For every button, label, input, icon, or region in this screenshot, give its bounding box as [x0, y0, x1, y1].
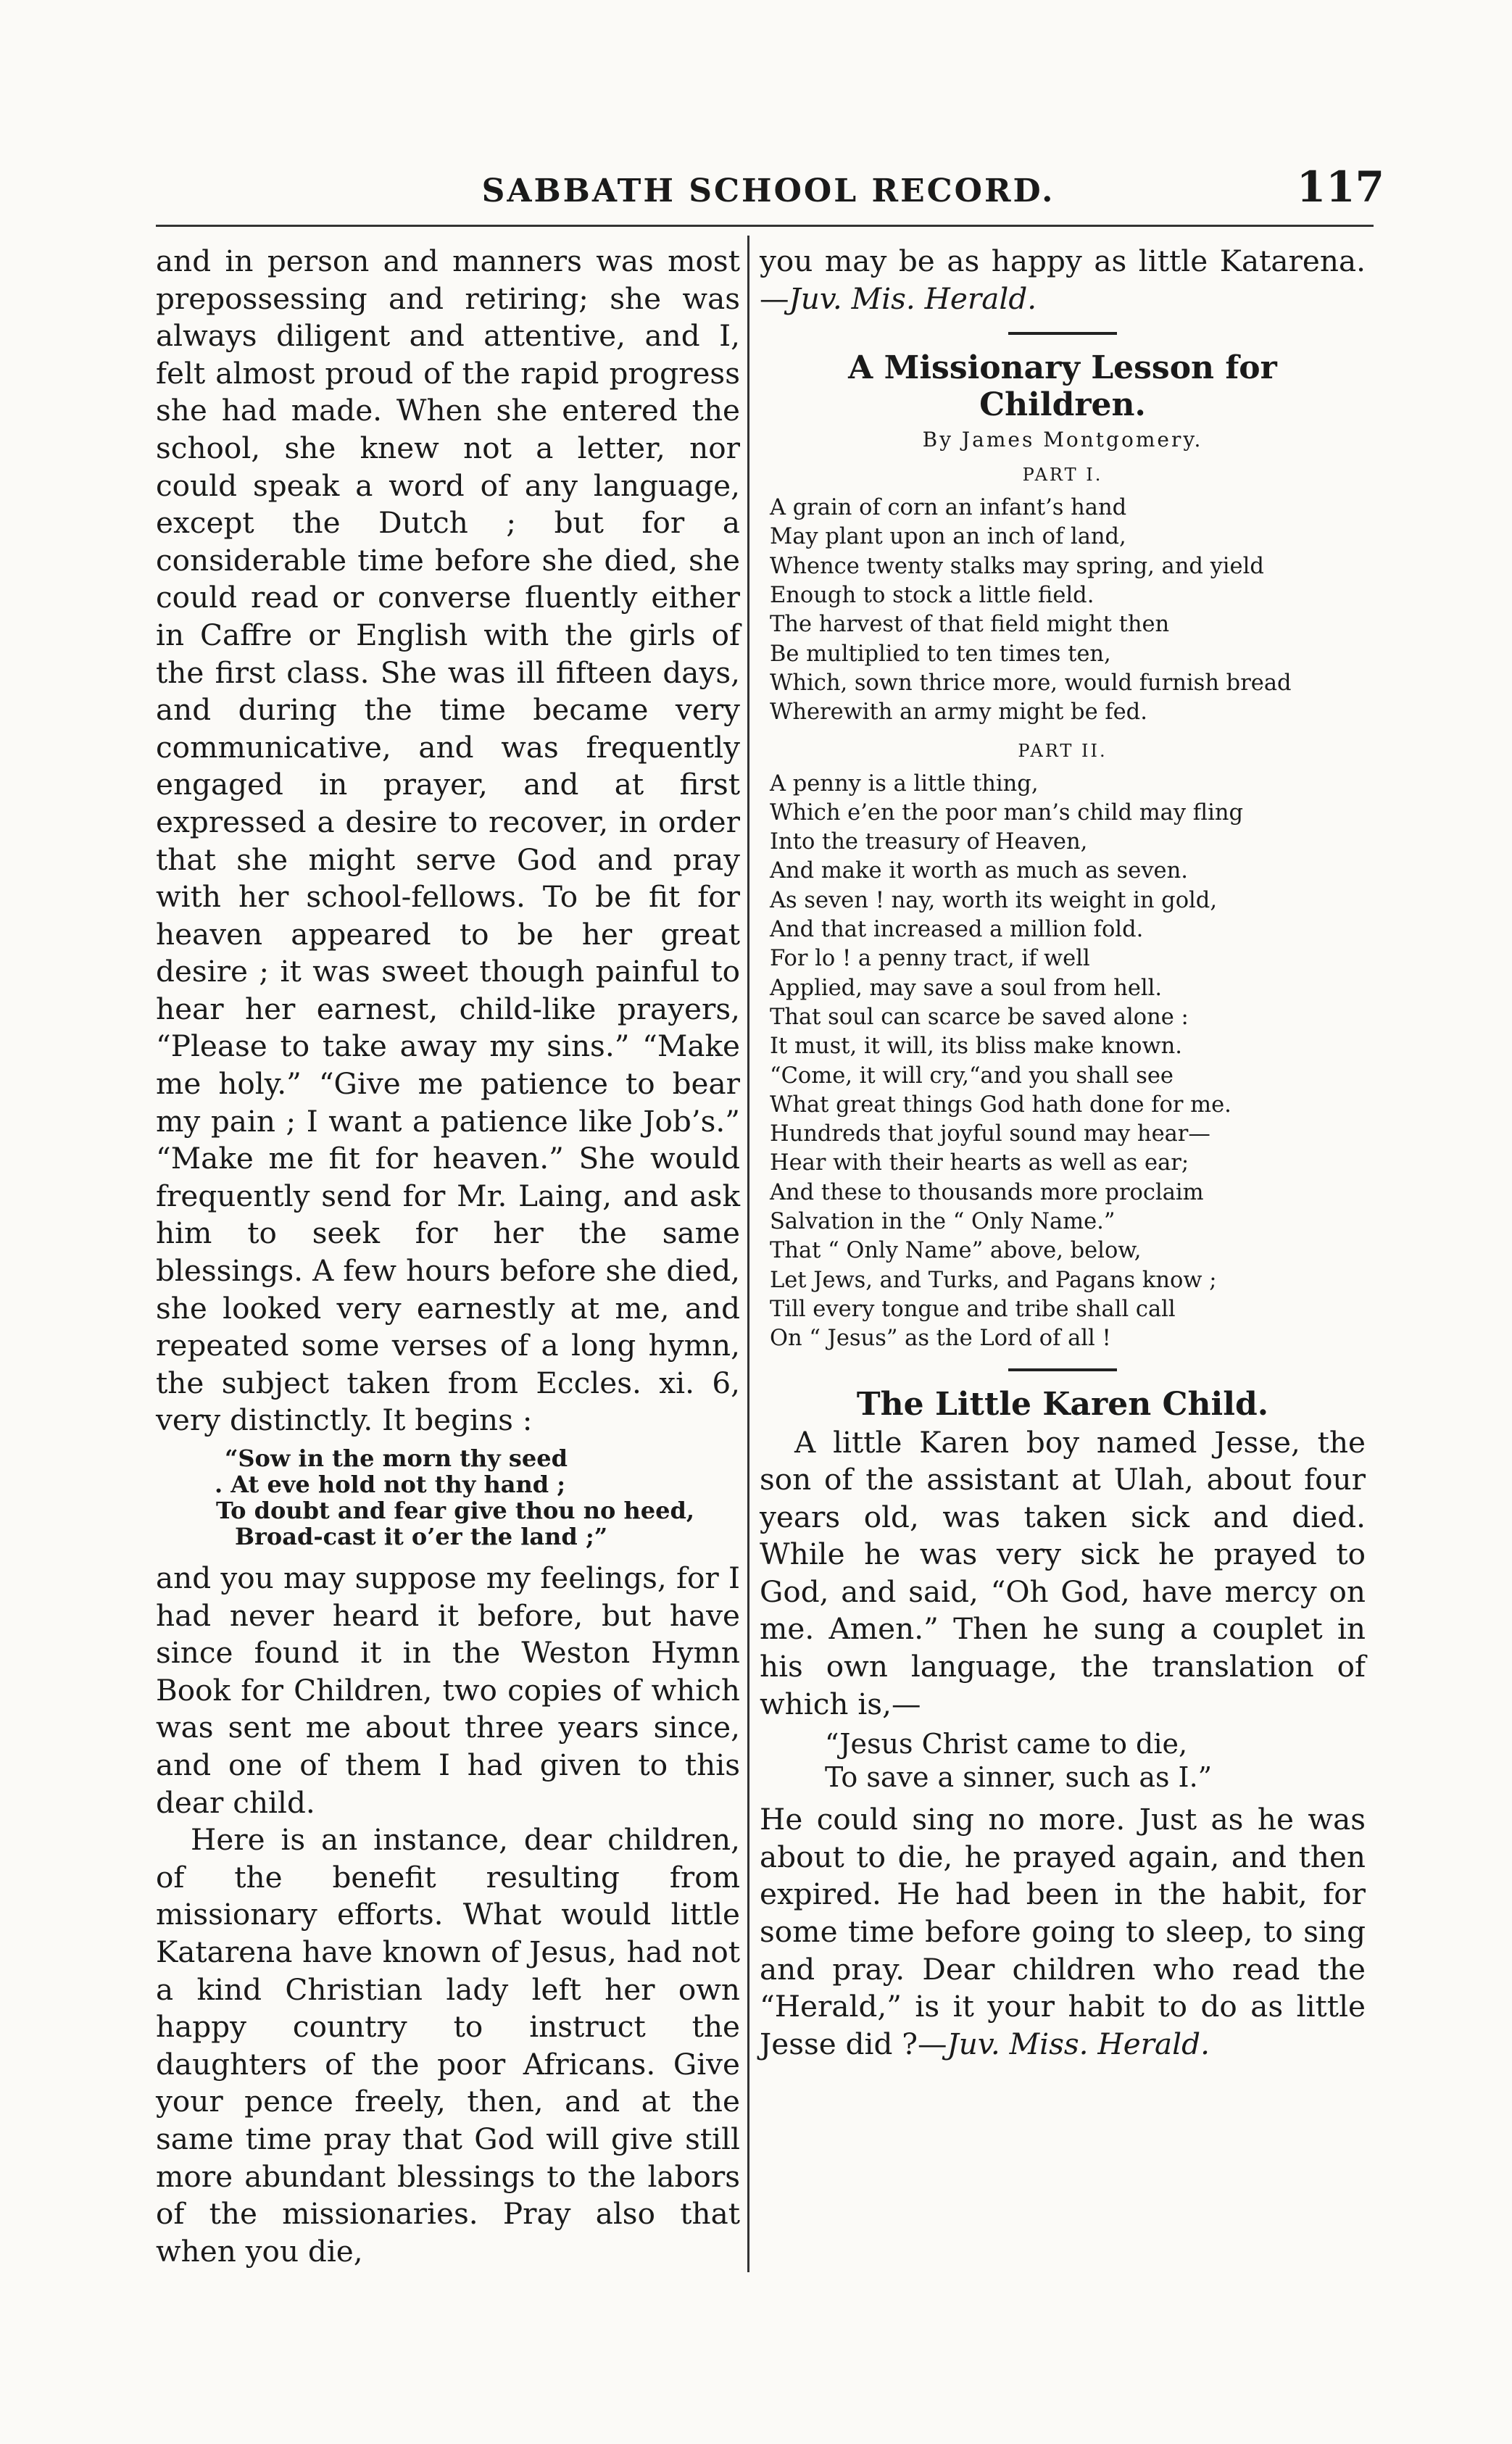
- section-rule: [1008, 332, 1117, 335]
- poem-line: A grain of corn an infant’s hand: [770, 495, 1127, 521]
- poem-line: What great things God hath done for me.: [770, 1092, 1231, 1118]
- poem-line: Hundreds that joyful sound may hear—: [770, 1121, 1210, 1147]
- poem-line: And make it worth as much as seven.: [770, 858, 1188, 884]
- karen-title: The Little Karen Child.: [856, 1385, 1269, 1423]
- poem-line: Applied, may save a soul from hell.: [770, 975, 1163, 1001]
- column-divider: [747, 236, 749, 2272]
- poem-line: Into the treasury of Heaven,: [770, 829, 1088, 855]
- katarena-paragraph-2: and you may suppose my feelings, for I had never heard it before, but have since found it in the Weston Hymn Book for Children, two copies of which was sent me about three years since, and one of them I had given to this dear child.: [156, 1560, 740, 1820]
- poem-line: Be multiplied to ten times ten,: [770, 641, 1111, 667]
- poem-line: Hear with their hearts as well as ear;: [770, 1150, 1189, 1176]
- poem-line: May plant upon an inch of land,: [770, 524, 1126, 550]
- poem-line: The harvest of that field might then: [770, 612, 1170, 638]
- running-header: [152, 162, 1384, 230]
- couplet-line: To save a sinner, such as I.”: [825, 1761, 1213, 1794]
- running-title: SABBATH SCHOOL RECORD.: [481, 173, 1055, 209]
- continuation-text: you may be as happy as little Katarena.—: [760, 244, 1366, 316]
- part-2-label: PART II.: [1018, 740, 1108, 761]
- katarena-paragraph-1: and in person and manners was most prepossessing and retiring; she was always diligent and attentive, and I, felt almost proud of the rapid progress she had made. When she entered the school, she knew not a letter, nor could speak a word of any language, except the Dutch ; but for a considerable time before she died, she could read or converse fluently either in Caffre or English with the girls of the first class. She was ill fifteen days, and during the time became very communicative, and was frequently engaged in prayer, and at first expressed a desire to recover, in order that she might serve God and pray with her school-fellows. To be fit for heaven appeared to be her great desire ; it was sweet though painful to hear her earnest, child-like prayers, “Please to take away my sins.” “Make me holy.” “Give me patience to bear my pain ; I want a patience like Job’s.” “Make me fit for heaven.” She would frequently send for Mr. Laing, and ask him to seek for her the same blessings. A few hours before she died, she looked very earnestly at me, and repeated some verses of a long hymn, the subject taken from Eccles. xi. 6, very distinctly. It begins :: [156, 244, 740, 1438]
- poem-line: As seven ! nay, worth its weight in gold,: [770, 887, 1218, 913]
- poem-line: A penny is a little thing,: [770, 770, 1039, 797]
- katarena-paragraph-3: Here is an instance, dear children, of the benefit resulting from missionary efforts. What would little Katarena have known of Jesus, had not a kind Christian lady left her own happy country to instruct the daughters of the poor Africans. Give your pence freely, then, and at the same time pray that God will give still more abundant blessings to the labors of the missionaries. Pray also that when you die,: [156, 1822, 740, 2269]
- poem-line: Which e’en the poor man’s child may fling: [770, 799, 1244, 826]
- page-number: 117: [1296, 162, 1384, 212]
- poem-line: Till every tongue and tribe shall call: [770, 1296, 1176, 1322]
- poem-line: It must, it will, its bliss make known.: [770, 1034, 1182, 1060]
- hymn-quote: [215, 1445, 740, 1550]
- poem-line: That “ Only Name” above, below,: [770, 1238, 1142, 1264]
- karen-couplet: [825, 1727, 1366, 1794]
- karen-paragraph-2: [760, 1801, 1366, 2063]
- couplet-line: “Jesus Christ came to die,: [825, 1728, 1188, 1761]
- hymn-line: “Sow in the morn thy seed: [225, 1445, 568, 1472]
- lesson-title: A Missionary Lesson for Children.: [848, 349, 1277, 424]
- right-column: [760, 243, 1366, 2063]
- hymn-line: To doubt and fear give thou no heed,: [216, 1497, 694, 1524]
- header-rule: [156, 225, 1374, 227]
- section-rule: [1008, 1368, 1117, 1371]
- part-1-poem: [770, 494, 1366, 727]
- hymn-line: . At eve hold not thy hand ;: [215, 1471, 566, 1498]
- poem-line: Wherewith an army might be fed.: [770, 699, 1147, 726]
- poem-line: Let Jews, and Turks, and Pagans know ;: [770, 1267, 1217, 1293]
- continuation-paragraph: [760, 243, 1366, 317]
- karen-paragraph-1: A little Karen boy named Jesse, the son of the assistant at Ulah, about four years old, was taken sick and died. While he was very sick he prayed to God, and said, “Oh God, have mercy on me. Amen.” Then he sung a couplet in his own language, the translation of which is,—: [760, 1424, 1366, 1721]
- poem-line: And these to thousands more proclaim: [770, 1179, 1204, 1205]
- part-1-label: PART I.: [1022, 465, 1103, 486]
- poem-line: And that increased a million fold.: [770, 917, 1144, 943]
- continuation-source: Juv. Mis. Herald.: [789, 280, 1037, 316]
- poem-line: Enough to stock a little field.: [770, 583, 1094, 609]
- karen-paragraph-2-text: He could sing no more. Just as he was about to die, he prayed again, and then expired. He had been in the habit, for some time before going to sleep, to sing and pray. Dear children who read the “Herald,” is it your habit to do as little Jesse did ?—: [760, 1802, 1366, 2061]
- poem-line: That soul can scarce be saved alone :: [770, 1004, 1189, 1030]
- hymn-line: Broad-cast it o’er the land ;”: [235, 1523, 608, 1550]
- poem-line: For lo ! a penny tract, if well: [770, 946, 1090, 972]
- poem-line: Salvation in the “ Only Name.”: [770, 1209, 1116, 1235]
- poem-line: “Come, it will cry,“and you shall see: [770, 1063, 1174, 1089]
- poem-line: On “ Jesus” as the Lord of all !: [770, 1326, 1111, 1352]
- karen-source: Juv. Miss. Herald.: [947, 2026, 1210, 2061]
- poem-line: Which, sown thrice more, would furnish bread: [770, 670, 1292, 696]
- poem-line: Whence twenty stalks may spring, and yield: [770, 553, 1264, 579]
- left-column: [156, 243, 740, 2270]
- lesson-byline: By James Montgomery.: [922, 428, 1203, 452]
- part-2-poem: [770, 770, 1366, 1354]
